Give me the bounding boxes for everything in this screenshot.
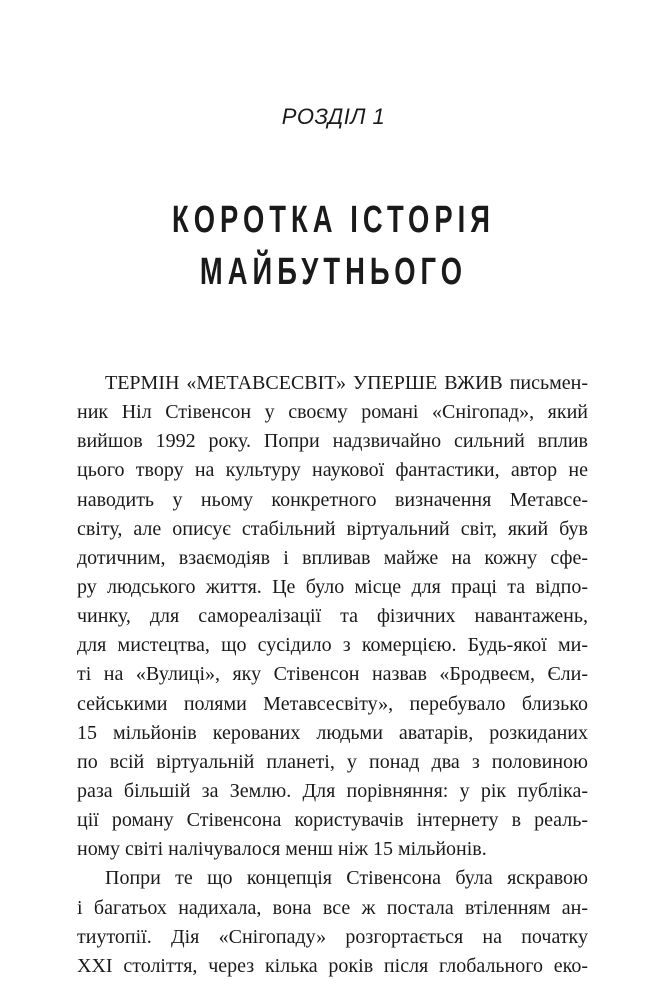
paragraph-line: і багатьох надихала, вона все ж постала втіленням ан-	[77, 896, 588, 919]
paragraph-line: ному світі налічувалося менш ніж 15 мільйонів.	[77, 838, 487, 861]
chapter-label: РОЗДІЛ 1	[281, 104, 386, 129]
paragraph-line: Попри те що концепція Стівенсона була яскравою	[105, 867, 588, 890]
paragraph-line: чинку, для самореалізації та фізичних навантажень,	[77, 605, 588, 628]
paragraph-line: 15 мільйонів керованих людьми аватарів, розкиданих	[77, 721, 588, 744]
paragraph-line: ру людського життя. Це було місце для праці та відпо-	[77, 575, 588, 598]
paragraph-line: сейськими полями Метавсесвіту», перебувало близько	[77, 692, 588, 715]
paragraph-line: вийшов 1992 року. Попри надзвичайно сильний вплив	[77, 430, 588, 453]
chapter-title-line: МАЙБУТНЬОГО	[199, 251, 468, 293]
paragraph-line: по всій віртуальній планеті, у понад два з половиною	[77, 750, 588, 773]
paragraph-line: тиутопії. Дія «Снігопаду» розгортається на початку	[77, 925, 588, 948]
paragraph-line: XXI століття, через кілька років після глобального еко-	[77, 954, 588, 977]
paragraph-line: цього твору на культуру наукової фантастики, автор не	[77, 459, 588, 482]
paragraph-line: ті на «Вулиці», яку Стівенсон назвав «Бродвеєм, Єли-	[77, 663, 588, 686]
paragraph-line: раза більшій за Землю. Для порівняння: у рік публіка-	[77, 779, 588, 802]
paragraph-line: ник Ніл Стівенсон у своєму романі «Снігопад», який	[77, 401, 588, 424]
paragraph-line: ТЕРМІН «МЕТАВСЕСВІТ» УПЕРШЕ ВЖИВ письмен-	[105, 372, 588, 394]
paragraph-line: для мистецтва, що сусідило з комерцією. Будь-якої ми-	[77, 634, 588, 657]
paragraph-line: ції роману Стівенсона користувачів інтернету в реаль-	[77, 809, 588, 832]
chapter-title-line: КОРОТКА ІСТОРІЯ	[171, 199, 496, 241]
body-text	[77, 369, 588, 981]
paragraph-line: дотичним, взаємодіяв і впливав майже на кожну сфе-	[77, 546, 588, 569]
paragraph-line: світу, але описує стабільний віртуальний світ, який був	[77, 517, 588, 540]
paragraph-line: наводить у ньому конкретного визначення Метавсе-	[77, 488, 588, 511]
chapter-title	[0, 194, 667, 298]
